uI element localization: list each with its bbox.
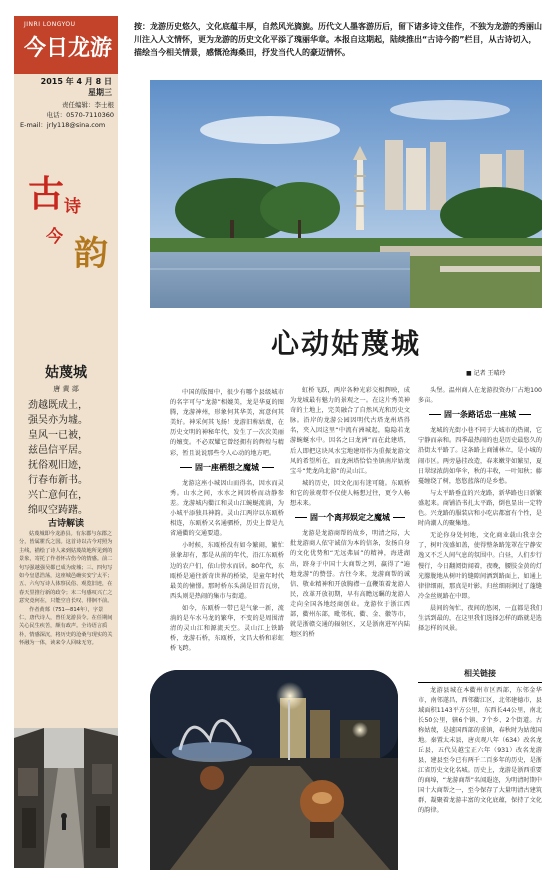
article-column-1 <box>170 388 284 656</box>
poem-line: 兴亡意何在， <box>28 490 88 501</box>
subheading: 固一座栖想之魔城 <box>170 463 284 473</box>
editor-name: 责任编辑：李士根 <box>62 101 114 109</box>
paragraph: 晨间的匆忙，夜间的悠闲，一直都是我们生活到最的，在这里我们选择怎样的路就是选择怎样的风景。 <box>418 604 542 633</box>
editor-phone: 电话：0570-7110360 <box>46 111 114 119</box>
interpretation-title: 古诗解读 <box>47 519 84 529</box>
paragraph: 龙城的光街小巷不同于大城市的热闹，它宁静而亲和。四季最热闹的也是历史最悠久的沿街太平路了。这条路上商铺林立，是小城的闹市区。两旁悬挂改造，春来嫩芽如繁星，夏日翠绿浓荫如华伞，秋的丰收，一叶知秋；藤蔓缠绕了树，悠悠蓝落的是乡愁。 <box>418 427 542 485</box>
masthead-english: JINRI LONGYOU <box>24 21 76 28</box>
poem-line: 劲越既成土， <box>28 400 88 411</box>
article-column-2 <box>290 386 410 642</box>
related-link-text: 龙游县城在本衢州市区西部，东邻金华市，南邻遂昌，西邻衢江区，北邻建德市，县域面积1143平方公里，东西长44公里，南北长50公里，辖6个镇、7个乡、2个街道。古称姑蔑，是越国西部的重镇，春秋时为姑蔑国地。秦置太末县，唐贞观八年（634）改名龙丘县，五代吴越宝正六年（931）改名龙游县，建县至今已有两千二百多年的历史，是浙江省历史文化名城。历史上，龙游是浙西重要的商埠，“龙游商帮”名闻遐迩，为明清时期中国十大商帮之一，至今保存了大量明清古建筑群，凝聚着龙游丰富的文化底蕴，保持了文化的韵律。 <box>418 687 542 814</box>
paragraph: 中国的版图中，很少有哪个县级城市的名字可与“龙游”相媲美，龙是华夏的图腾，龙游神州，形象何其华美，寓意何其美好。神采何其飞扬！龙游旧称姑蔑，在历史文明的神秘年代，发生了一次次美丽的嬗变。不必双耀它曾经拥有的辉煌与精彩，暂且说说那些令人心动的地方吧。 <box>170 389 284 457</box>
issue-date: 2015 年 4 月 8 日 星期三 <box>20 76 112 98</box>
editor-info <box>18 100 114 130</box>
paragraph: 如今，东瓯桥一带已是气象一新，流淌的是车水马龙的繁华，不变的是周围清清的灵山江和源流天空。灵山江上铁路桥，龙游石桥，东瓯桥，文昌大桥和彩虹桥飞跨。 <box>170 604 284 653</box>
headline: 心动姑蔑城 <box>270 327 421 360</box>
subheading: 固一条路话忠一座城 <box>418 410 542 420</box>
logo-char-jin: 今 <box>46 227 63 247</box>
divider <box>418 682 542 683</box>
paragraph: 头堡。温州商人在龙游投资办厂占地100多亩。 <box>418 387 542 405</box>
old-street-photo <box>14 728 118 868</box>
related-link-title: 相关链接 <box>418 668 542 683</box>
masthead-title: 今日龙游 <box>24 35 113 61</box>
logo-char-shi: 诗 <box>64 197 81 217</box>
poem-line: 行春布新书。 <box>28 475 88 486</box>
poem-line: 兹邑信平居。 <box>28 445 88 456</box>
article-column-3 <box>418 386 542 636</box>
paragraph: 城的历史，因文化而有迷可随。东瓯桥和它的景观带不仅使人畅想过往，更令人畅想未来。 <box>290 479 410 508</box>
night-plaza-photo <box>150 670 398 870</box>
paragraph: 小时候，东瓯桥没有如今繁闹，繁忙景象却有，那是从前的年代，沿江东瓯桥边的农户们，依山傍水而居。80年代，东瓯桥是通往新奇世界的桥梁，是童年时代最美的憧憬。那时桥东头满是旧青瓦房，西头则是热闹的集市与街道。 <box>170 542 284 600</box>
editor-note <box>134 20 542 59</box>
paragraph: 龙游是龙游商帮的故乡，明清之际，大批龙游商人依守诚信为本的信条，发扬自身的文化优势和“无远弗届”的精神，海进湖出，跻身于中国十大商帮之列，赢得了“遍地龙游”的赞誉。古往今来，龙游商帮的诚信、敬业精神和开放胸襟一直鞭策着龙游人民，改革开放初期，早有高瞻远瞩的龙游人走向全国各地经商创业。龙游位于浙江西部，衢州东部，毗邻杭、衢、金、徽等市，就是浙赣交通的辐射区，又是浙南进军内陆地区的桥 <box>290 530 410 639</box>
paragraph: 与太平路垂直的兴龙路，新华路也日新繁盛起来。商铺沿书扎太平路，倒也显出一定特色。兴龙路的服装店和小吃店都富有个性，是时尚潮人的聚集地。 <box>418 489 542 528</box>
subheading: 固一个离邦娱定之魔城 <box>290 513 410 523</box>
poem-line: 抚俗观旧迹， <box>28 460 88 471</box>
paragraph: 龙游这座小城因山而得名，因水而灵秀。山水之间，水水之间因桥而动静参差。龙游城内衢江和灵山江蜿蜒流淌，为小城平添独具神韵。灵山江两岸以东瓯桥相连，东瓯桥又名通驷桥，历史上曾是九省通衢的交通要道。 <box>170 479 284 538</box>
poem-author: 唐 黄 郯 <box>53 385 79 393</box>
poem-line: 绵叹空踌躇。 <box>28 505 88 516</box>
sidebar <box>14 16 118 868</box>
byline: ■ 记者 王晴玲 <box>466 370 506 377</box>
column-logo <box>14 166 118 296</box>
paragraph: 虹桥飞跃，两岸各种光彩交相辉映，成为龙城最有魅力的景观之一。在这片秀美神奇的土地上，完美融合了自然风光和历史文脉。沿岸的龙游公园因明代古塔龙州塔得名，夹入因这里“中流有洲城起，隐隐若龙游蜿蜒水中。因名之曰龙洲”而在此建塔，后人即把这块风水宝地建塔作为重振龙游文风的希望所在，而龙洲塔恰恰坐镇南岸姑蔑宝斗“梵龙尚北游”的灵山江。 <box>290 387 410 475</box>
logo-char-gu: 古 <box>28 173 65 215</box>
poem-title: 姑蔑城 <box>45 365 87 381</box>
poem-line: 皇风一已被， <box>28 430 88 441</box>
lakeside-pagoda-photo <box>150 80 542 308</box>
poem-line: 强吴亦为墟。 <box>28 415 88 426</box>
editor-email: E-mail：jrly118@sina.com <box>20 121 106 129</box>
editor-note-lead: 按： <box>134 22 150 31</box>
issue-weekday: 星期三 <box>88 88 112 97</box>
masthead <box>14 16 118 74</box>
interpretation-text: 姑蔑城即今龙游县。有东郡与东郡之分，皆属瞿氏之国。这首诗以古今对照为主线，描绘了诗人来到姑蔑故地所见到的景象，寄托了作者怀古伤今的情感。前二句写强越强吴都已成为废墟；三、四句写如今皇恩浩荡，这座城邑确实安宁太平；五、六句写诗人体察民俗、观览旧迹，在春天里推行新的政令；末二句感叹兴亡之意究竟何在，只能空自长叹、徘徊不前。 作者黄郯（751—814年），字景仁，唐代诗人，曾任龙游县令。在任期间关心民生疾苦，颇有政声。全诗语言质朴，情感深沉，将历史的沧桑与现实的关怀融为一体，读来令人回味无穷。 <box>19 531 113 647</box>
logo-char-yun: 韵 <box>74 234 108 274</box>
poem-body <box>28 398 104 518</box>
editor-note-text: 龙游历史悠久，文化底蕴丰厚，自然风光旖旎。历代文人墨客游历后，留下诸多诗文佳作，不独为龙游的秀丽山川注入人文情怀，更为龙游的历史文化平添了瑰丽华章。本报自这期起，陆续推出“古诗今韵”栏目，从古诗切入，描绘当今相关情景，感慨沧海桑田，抒发当代人的豪迈情怀。 <box>134 22 542 57</box>
paragraph: 无论你身处何地，文化商业载山我幸会了，树叶茂盛如盖，使得整条路笼罩在宁静安逸又不乏人间气息的氛围中。白昼，人们步行慢行，今日翻阅街闻着，夜晚，腰肢金黄的灯光朦胧地从树叶的缝隙间洒到路面上，如通上律律细雨，那真是叶影。归丝细雨润过了蓬缝冷金丝规路在中即。 <box>418 532 542 600</box>
